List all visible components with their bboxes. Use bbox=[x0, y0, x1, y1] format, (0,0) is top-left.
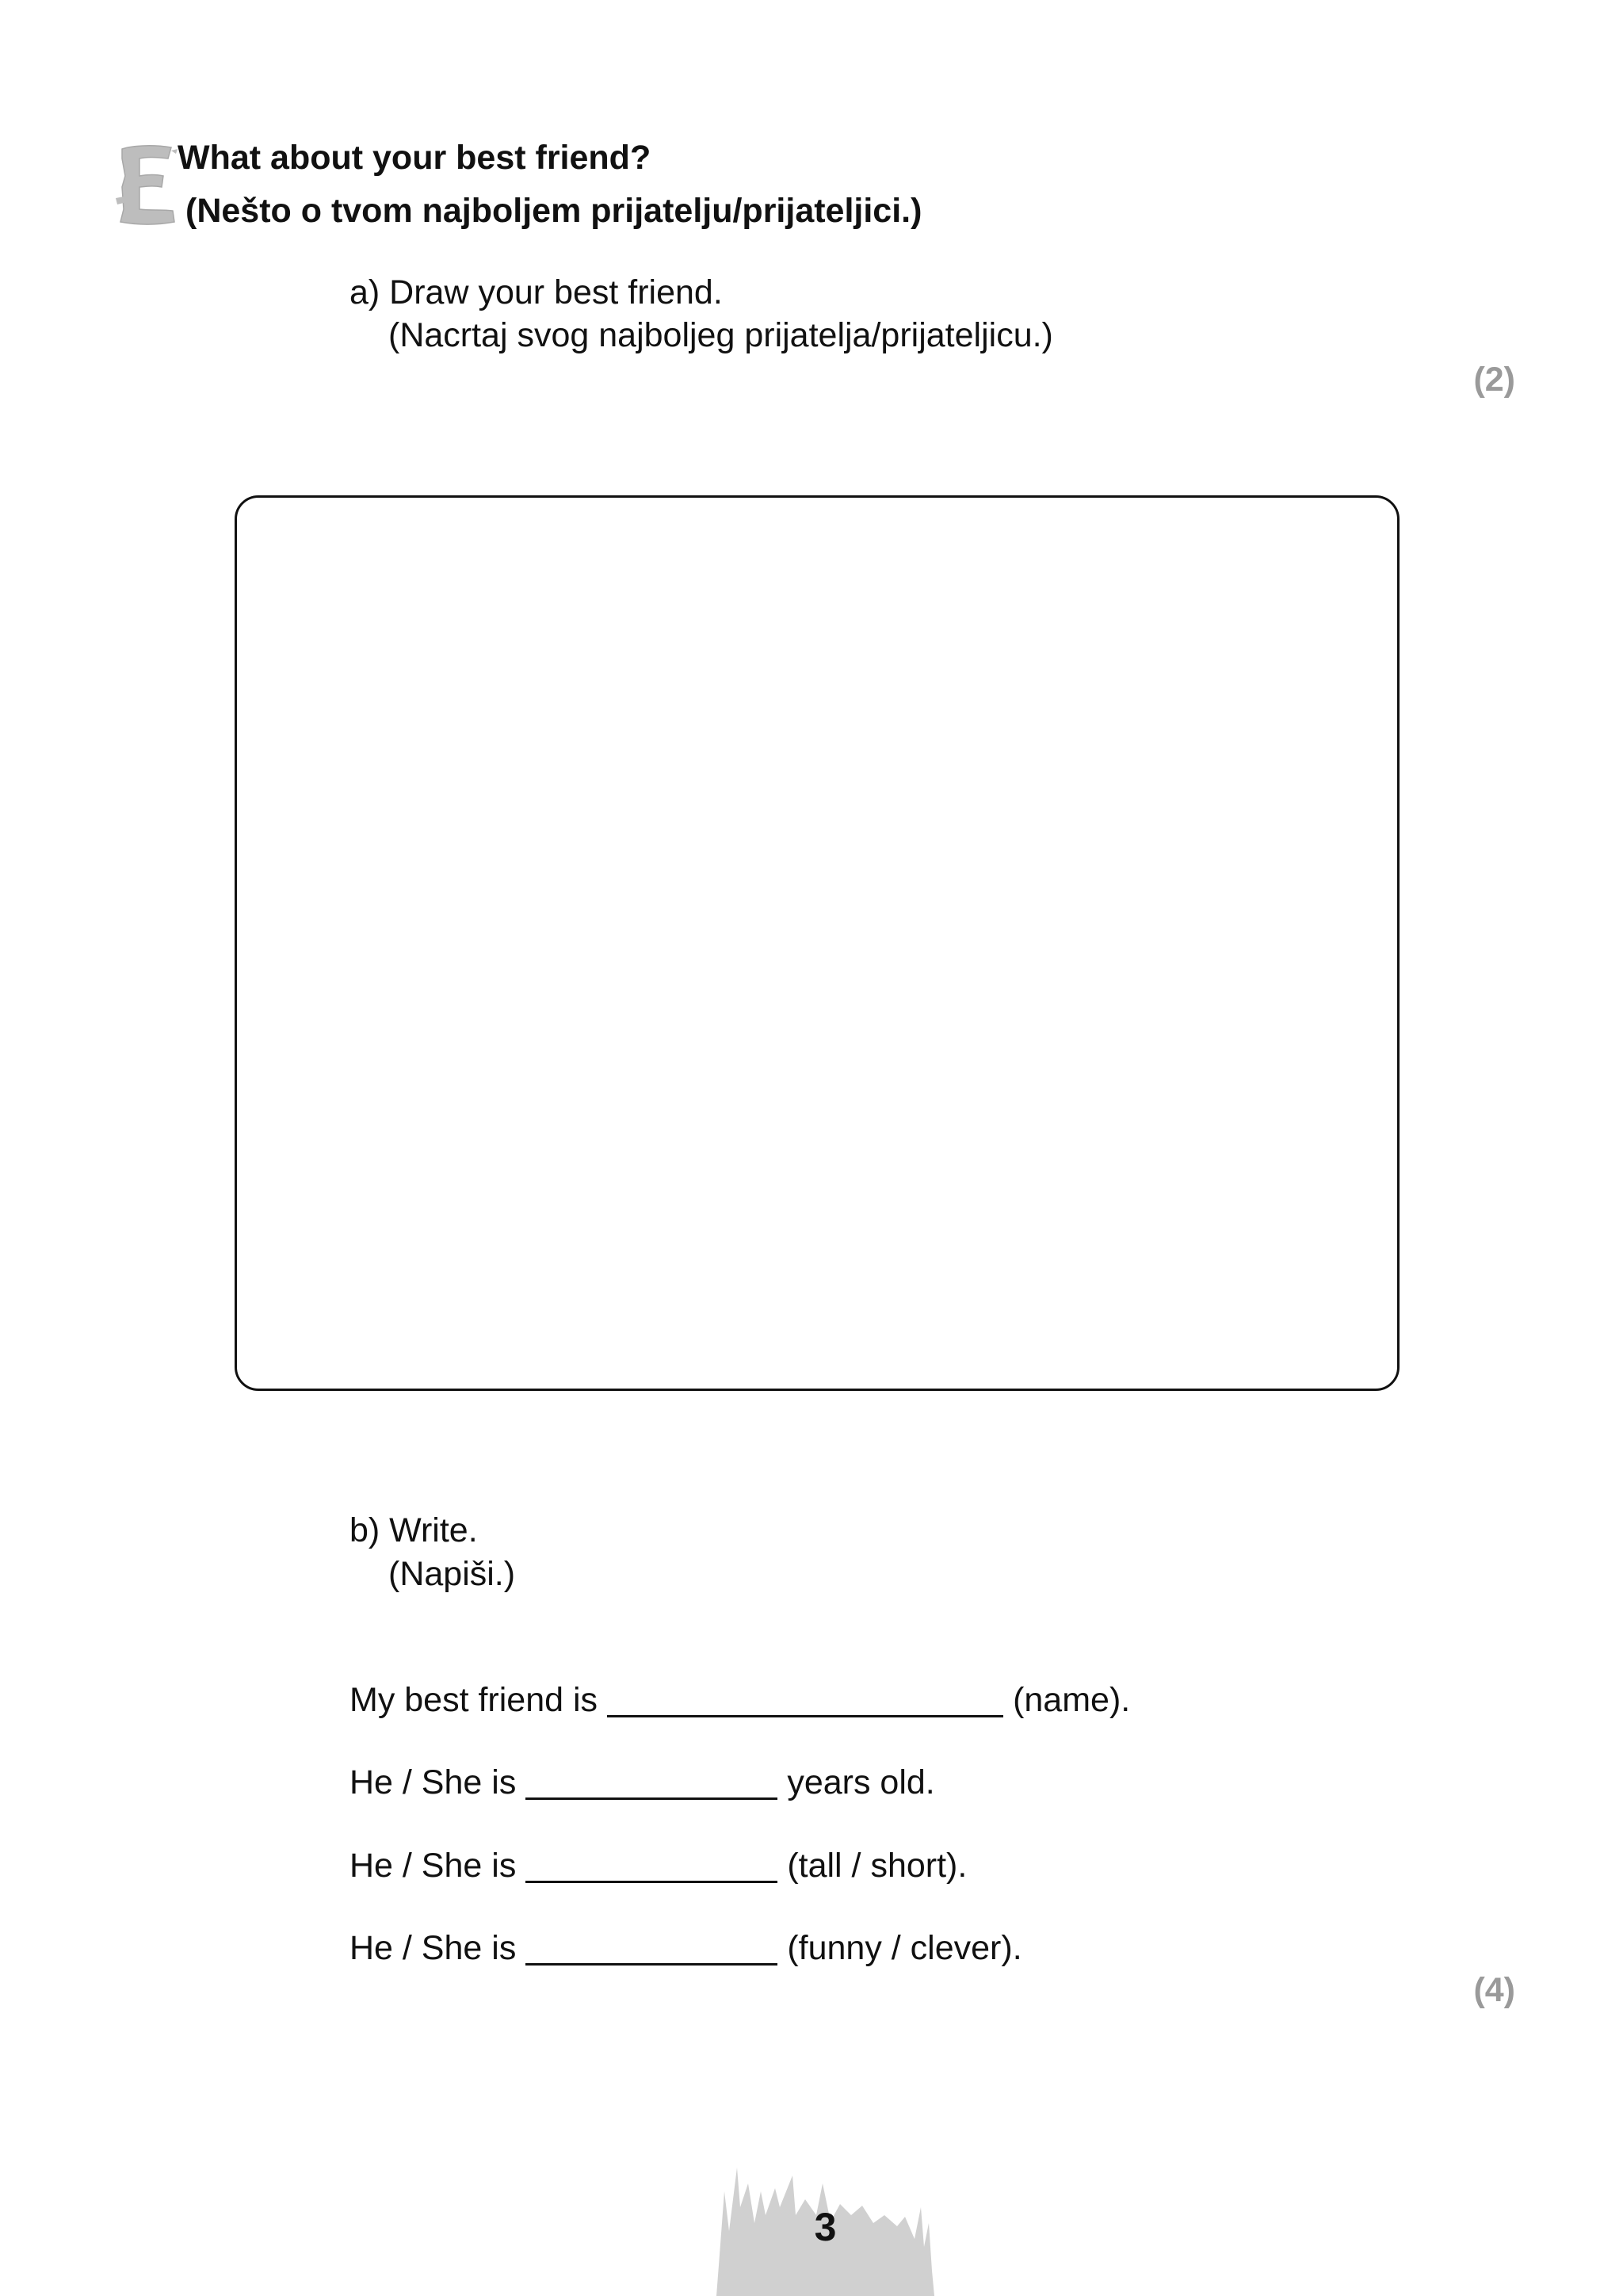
personality-blank[interactable] bbox=[525, 1931, 777, 1966]
sentence-suffix: (funny / clever). bbox=[787, 1929, 1022, 1967]
sentence-prefix: He / She is bbox=[349, 1847, 517, 1885]
part-b-instruction-hr: (Napiši.) bbox=[388, 1555, 516, 1593]
sentence-prefix: My best friend is bbox=[349, 1681, 598, 1719]
sentence-suffix: years old. bbox=[787, 1763, 935, 1801]
part-b-points: (4) bbox=[1473, 1971, 1515, 2009]
sentence-suffix: (name). bbox=[1013, 1681, 1131, 1719]
section-letter-e-icon bbox=[116, 143, 179, 230]
part-b-instruction-en: b) Write. bbox=[349, 1511, 478, 1549]
sentence-suffix: (tall / short). bbox=[787, 1847, 968, 1885]
exercise-title-en: What about your best friend? bbox=[178, 139, 651, 177]
part-a-instruction-hr: (Nacrtaj svog najboljeg prijatelja/prijateljicu.) bbox=[388, 316, 1053, 354]
exercise-title-hr: (Nešto o tvom najboljem prijatelju/prijateljici.) bbox=[185, 192, 922, 230]
sentence-name bbox=[349, 1683, 1130, 1717]
page-number: 3 bbox=[814, 2205, 837, 2249]
page-footer bbox=[716, 2160, 934, 2296]
sentence-personality bbox=[349, 1931, 1022, 1966]
part-a-instruction-en: a) Draw your best friend. bbox=[349, 273, 723, 311]
drawing-area[interactable] bbox=[235, 495, 1400, 1391]
age-blank[interactable] bbox=[525, 1766, 777, 1800]
sentence-prefix: He / She is bbox=[349, 1929, 517, 1967]
sentence-height bbox=[349, 1849, 967, 1883]
sentence-age bbox=[349, 1763, 935, 1801]
height-blank[interactable] bbox=[525, 1849, 777, 1883]
name-blank[interactable] bbox=[607, 1683, 1003, 1717]
sentence-prefix: He / She is bbox=[349, 1763, 517, 1801]
part-a-points: (2) bbox=[1473, 361, 1515, 399]
